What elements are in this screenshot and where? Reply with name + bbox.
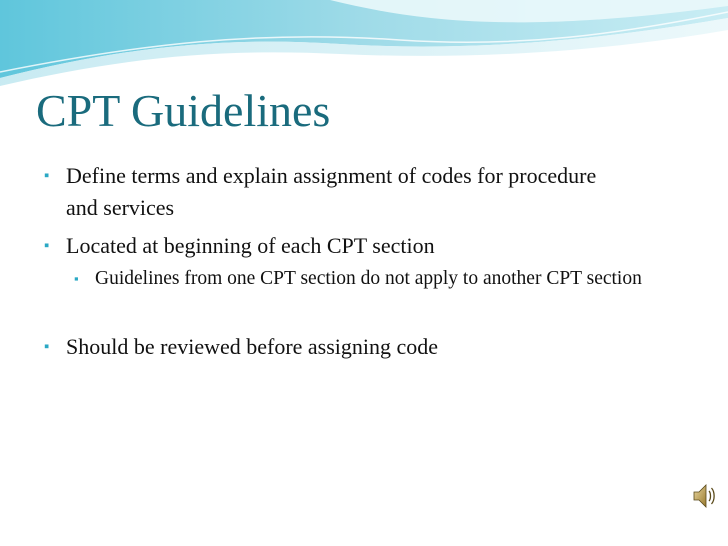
bullet-square-icon: ▪: [44, 238, 50, 254]
header-wave-decoration: [0, 0, 728, 90]
bullet-text: Guidelines from one CPT section do not apply to another CPT section: [95, 268, 642, 289]
bullet-item: [44, 331, 604, 363]
bullet-item: [44, 160, 604, 224]
bullet-square-icon: ▪: [44, 168, 50, 184]
bullet-item: [44, 230, 604, 262]
slide-title: CPT Guidelines: [36, 85, 331, 136]
bullet-text: Define terms and explain assignment of codes for procedure and services: [66, 163, 597, 220]
bullet-square-icon: ▪: [74, 271, 79, 286]
bullet-text: Should be reviewed before assigning code: [66, 334, 439, 359]
sub-bullet-item: [74, 264, 674, 294]
speaker-icon[interactable]: [692, 482, 716, 510]
bullet-text: Located at beginning of each CPT section: [66, 233, 435, 258]
bullet-square-icon: ▪: [44, 339, 50, 355]
